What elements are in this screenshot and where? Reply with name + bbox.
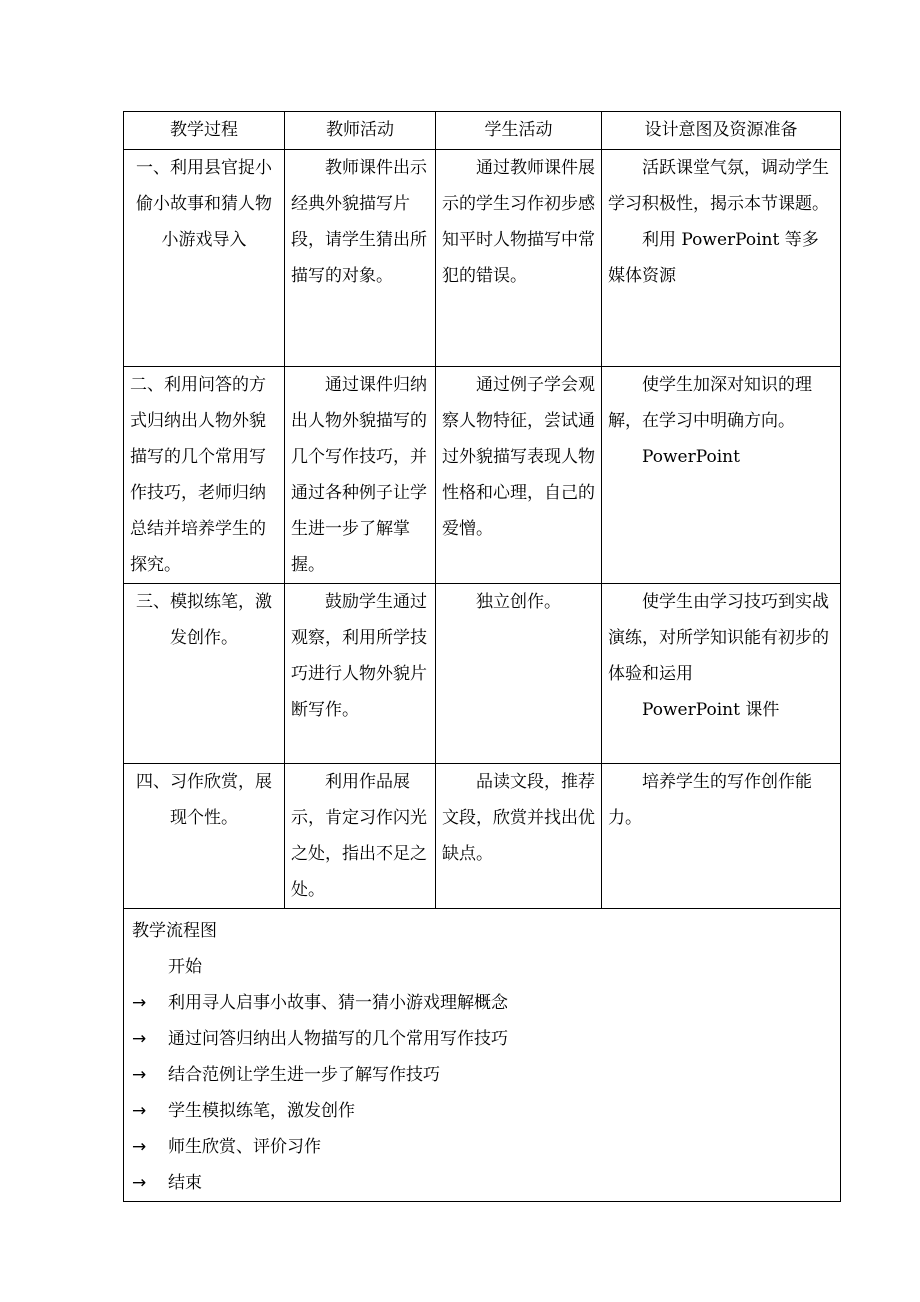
- design-text: 培养学生的写作创作能力。: [608, 772, 812, 828]
- flowchart-step: [132, 1129, 832, 1165]
- flowchart-step: [132, 1021, 832, 1057]
- design-resource-text: 利用 PowerPoint 等多媒体资源: [608, 230, 819, 286]
- lesson-plan-table: [123, 111, 841, 1202]
- teacher-cell: [285, 150, 436, 367]
- process-text: 四、习作欣赏，展现个性。: [136, 772, 272, 828]
- student-cell: [436, 764, 602, 909]
- flowchart-step-text: 利用寻人启事小故事、猜一猜小游戏理解概念: [168, 993, 508, 1013]
- arrow-right-icon: →: [132, 1137, 147, 1157]
- design-cell: [602, 584, 841, 764]
- flowchart-step: [132, 1057, 832, 1093]
- flowchart-step: [132, 1165, 832, 1201]
- design-cell: [602, 764, 841, 909]
- teacher-cell: [285, 367, 436, 584]
- student-text: 通过教师课件展示的学生习作初步感知平时人物描写中常犯的错误。: [442, 158, 595, 286]
- teacher-text: 教师课件出示经典外貌描写片段，请学生猜出所描写的对象。: [291, 158, 427, 286]
- process-text: 三、模拟练笔，激发创作。: [136, 592, 272, 648]
- header-student: 学生活动: [436, 112, 602, 150]
- design-text: 使学生由学习技巧到实战演练，对所学知识能有初步的体验和运用: [608, 592, 829, 684]
- flowchart-step: [132, 985, 832, 1021]
- process-cell: [124, 764, 285, 909]
- arrow-right-icon: →: [132, 1101, 147, 1121]
- process-cell: [124, 367, 285, 584]
- process-text: 一、利用县官捉小偷小故事和猜人物小游戏导入: [136, 158, 272, 250]
- flowchart-start: 开始: [168, 957, 202, 977]
- teacher-text: 通过课件归纳出人物外貌描写的几个写作技巧，并通过各种例子让学生进一步了解掌握。: [291, 375, 427, 575]
- design-text: 活跃课堂气氛，调动学生学习积极性，揭示本节课题。: [608, 158, 829, 214]
- design-resource-text: PowerPoint: [642, 447, 740, 467]
- table-row: [124, 367, 841, 584]
- flowchart-step-text: 学生模拟练笔，激发创作: [168, 1101, 355, 1121]
- flowchart-step-text: 师生欣赏、评价习作: [168, 1137, 321, 1157]
- teacher-cell: [285, 584, 436, 764]
- table-row: [124, 150, 841, 367]
- process-text: 二、利用问答的方式归纳出人物外貌描写的几个常用写作技巧，老师归纳总结并培养学生的探究。: [130, 375, 266, 575]
- student-text: 独立创作。: [476, 592, 561, 612]
- design-resource-text: PowerPoint 课件: [642, 700, 780, 720]
- teacher-cell: [285, 764, 436, 909]
- teacher-text: 利用作品展示，肯定习作闪光之处，指出不足之处。: [291, 772, 427, 900]
- table-row: [124, 764, 841, 909]
- design-cell: [602, 150, 841, 367]
- header-teacher: 教师活动: [285, 112, 436, 150]
- header-process: 教学过程: [124, 112, 285, 150]
- flowchart-step-text: 结合范例让学生进一步了解写作技巧: [168, 1065, 440, 1085]
- student-text: 通过例子学会观察人物特征，尝试通过外貌描写表现人物性格和心理，自己的爱憎。: [442, 375, 595, 539]
- flowchart-step: [132, 1093, 832, 1129]
- process-cell: [124, 150, 285, 367]
- design-cell: [602, 367, 841, 584]
- header-design: 设计意图及资源准备: [602, 112, 841, 150]
- student-cell: [436, 150, 602, 367]
- table-header-row: [124, 112, 841, 150]
- arrow-right-icon: →: [132, 1029, 147, 1049]
- teacher-text: 鼓励学生通过观察，利用所学技巧进行人物外貌片断写作。: [291, 592, 427, 720]
- flowchart-step-text: 通过问答归纳出人物描写的几个常用写作技巧: [168, 1029, 508, 1049]
- arrow-right-icon: →: [132, 1065, 147, 1085]
- student-cell: [436, 584, 602, 764]
- process-cell: [124, 584, 285, 764]
- flowchart-step-text: 结束: [168, 1173, 202, 1193]
- table-row: [124, 584, 841, 764]
- arrow-right-icon: →: [132, 1173, 147, 1193]
- flowchart-cell: [124, 909, 841, 1202]
- flowchart-title: 教学流程图: [132, 921, 217, 941]
- arrow-right-icon: →: [132, 993, 147, 1013]
- student-text: 品读文段，推荐文段，欣赏并找出优缺点。: [442, 772, 595, 864]
- design-text: 使学生加深对知识的理解，在学习中明确方向。: [608, 375, 812, 431]
- student-cell: [436, 367, 602, 584]
- flowchart-row: [124, 909, 841, 1202]
